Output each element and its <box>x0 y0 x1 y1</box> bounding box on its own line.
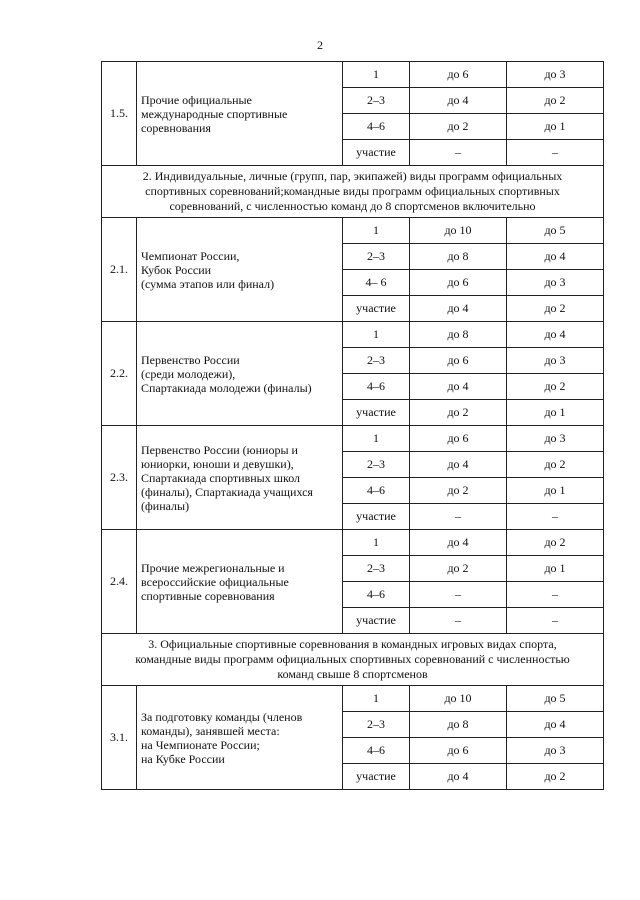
place-cell: 1 <box>343 322 410 348</box>
points-cell-secondary: до 4 <box>507 712 604 738</box>
points-cell-secondary: до 5 <box>507 218 604 244</box>
points-cell-secondary: – <box>507 504 604 530</box>
points-cell: – <box>410 140 507 166</box>
place-cell: 1 <box>343 686 410 712</box>
competition-name <box>137 686 343 790</box>
page-number: 2 <box>317 38 323 52</box>
points-cell: до 2 <box>410 400 507 426</box>
competition-name-line: международные спортивные <box>141 106 288 121</box>
place-cell: 1 <box>343 218 410 244</box>
points-cell-secondary: до 5 <box>507 686 604 712</box>
points-cell: до 4 <box>410 452 507 478</box>
points-cell: до 10 <box>410 218 507 244</box>
points-cell-secondary: до 3 <box>507 62 604 88</box>
row-number: 2.2. <box>102 322 137 426</box>
points-table <box>101 61 604 790</box>
points-cell: до 2 <box>410 478 507 504</box>
place-cell: участие <box>343 140 410 166</box>
competition-name-line: на Чемпионате России; <box>141 737 260 752</box>
points-cell-secondary: до 2 <box>507 452 604 478</box>
points-cell: до 6 <box>410 270 507 296</box>
points-cell-secondary: до 3 <box>507 348 604 374</box>
points-cell: до 8 <box>410 322 507 348</box>
points-cell: до 8 <box>410 244 507 270</box>
points-cell: до 4 <box>410 530 507 556</box>
competition-name-line: команды), занявшей места: <box>141 723 280 738</box>
points-cell-secondary: до 3 <box>507 426 604 452</box>
place-cell: участие <box>343 504 410 530</box>
section-header-line: команд свыше 8 спортсменов <box>277 667 428 681</box>
points-cell: до 6 <box>410 62 507 88</box>
table-row <box>102 686 604 712</box>
competition-name-line: За подготовку команды (членов <box>141 709 303 724</box>
place-cell: 1 <box>343 426 410 452</box>
points-cell: до 6 <box>410 348 507 374</box>
points-cell-secondary: до 4 <box>507 322 604 348</box>
competition-name-line: соревнования <box>141 120 211 135</box>
section-header-line: 3. Официальные спортивные соревнования в командных игровых видах спорта, <box>148 637 557 651</box>
place-cell: 4–6 <box>343 114 410 140</box>
points-cell: – <box>410 504 507 530</box>
points-cell-secondary: до 3 <box>507 270 604 296</box>
points-cell-secondary: до 1 <box>507 478 604 504</box>
place-cell: 1 <box>343 62 410 88</box>
competition-name-line: (финалы) <box>141 498 190 513</box>
competition-name-line: Прочие официальные <box>141 92 252 107</box>
points-cell: до 2 <box>410 556 507 582</box>
place-cell: 4–6 <box>343 582 410 608</box>
points-cell-secondary: – <box>507 608 604 634</box>
place-cell: 2–3 <box>343 452 410 478</box>
place-cell: 2–3 <box>343 556 410 582</box>
points-cell-secondary: до 4 <box>507 244 604 270</box>
place-cell: 4–6 <box>343 738 410 764</box>
place-cell: участие <box>343 400 410 426</box>
place-cell: участие <box>343 608 410 634</box>
points-cell-secondary: до 1 <box>507 400 604 426</box>
points-cell: до 4 <box>410 296 507 322</box>
competition-name-line: (финалы), Спартакиада учащихся <box>141 484 313 499</box>
row-number: 2.4. <box>102 530 137 634</box>
place-cell: 1 <box>343 530 410 556</box>
points-cell: до 4 <box>410 374 507 400</box>
place-cell: участие <box>343 764 410 790</box>
place-cell: 4– 6 <box>343 270 410 296</box>
place-cell: 2–3 <box>343 88 410 114</box>
section-header-line: спортивных соревнований;командные виды программ официальных спортивных <box>145 184 560 198</box>
points-cell-secondary: до 2 <box>507 530 604 556</box>
points-cell: до 6 <box>410 426 507 452</box>
competition-name-line: всероссийские официальные <box>141 574 289 589</box>
points-cell: – <box>410 582 507 608</box>
section-header <box>102 634 604 686</box>
table-row <box>102 426 604 452</box>
competition-name-line: (среди молодежи), <box>141 366 236 381</box>
competition-name <box>137 218 343 322</box>
section-header-line: 2. Индивидуальные, личные (групп, пар, экипажей) виды программ официальных <box>142 169 563 183</box>
points-cell-secondary: до 2 <box>507 296 604 322</box>
competition-name-line: юниорки, юноши и девушки), <box>141 456 294 471</box>
place-cell: участие <box>343 296 410 322</box>
competition-name <box>137 530 343 634</box>
row-number: 2.1. <box>102 218 137 322</box>
points-cell-secondary: – <box>507 582 604 608</box>
competition-name <box>137 62 343 166</box>
points-cell: до 4 <box>410 88 507 114</box>
competition-name-line: Первенство России (юниоры и <box>141 442 298 457</box>
section-header-line: соревнований, с численностью команд до 8 спортсменов включительно <box>169 199 536 213</box>
points-cell-secondary: до 2 <box>507 374 604 400</box>
points-cell-secondary: до 2 <box>507 88 604 114</box>
competition-name-line: на Кубке России <box>141 751 225 766</box>
competition-name-line: (сумма этапов или финал) <box>141 276 275 291</box>
points-cell: до 2 <box>410 114 507 140</box>
table-row <box>102 62 604 88</box>
competition-name-line: Прочие межрегиональные и <box>141 560 285 575</box>
row-number: 2.3. <box>102 426 137 530</box>
table-row <box>102 322 604 348</box>
points-cell: – <box>410 608 507 634</box>
place-cell: 2–3 <box>343 712 410 738</box>
competition-name-line: спортивные соревнования <box>141 588 275 603</box>
points-cell: до 10 <box>410 686 507 712</box>
table-row <box>102 218 604 244</box>
points-cell-secondary: – <box>507 140 604 166</box>
competition-name-line: Спартакиада спортивных школ <box>141 470 301 485</box>
competition-name-line: Спартакиада молодежи (финалы) <box>141 380 312 395</box>
points-cell: до 6 <box>410 738 507 764</box>
place-cell: 2–3 <box>343 348 410 374</box>
competition-name <box>137 426 343 530</box>
section-header-row <box>102 166 604 218</box>
section-header-line: командные виды программ официальных спортивных соревнований с численностью <box>135 652 570 666</box>
place-cell: 2–3 <box>343 244 410 270</box>
section-header-row <box>102 634 604 686</box>
points-cell-secondary: до 1 <box>507 556 604 582</box>
points-cell: до 8 <box>410 712 507 738</box>
points-cell-secondary: до 3 <box>507 738 604 764</box>
place-cell: 4–6 <box>343 374 410 400</box>
place-cell: 4–6 <box>343 478 410 504</box>
competition-name <box>137 322 343 426</box>
competition-name-line: Первенство России <box>141 352 240 367</box>
row-number: 3.1. <box>102 686 137 790</box>
competition-name-line: Чемпионат России, <box>141 248 240 263</box>
table-row <box>102 530 604 556</box>
points-cell-secondary: до 1 <box>507 114 604 140</box>
points-cell-secondary: до 2 <box>507 764 604 790</box>
section-header <box>102 166 604 218</box>
competition-name-line: Кубок России <box>141 262 212 277</box>
points-cell: до 4 <box>410 764 507 790</box>
row-number: 1.5. <box>102 62 137 166</box>
